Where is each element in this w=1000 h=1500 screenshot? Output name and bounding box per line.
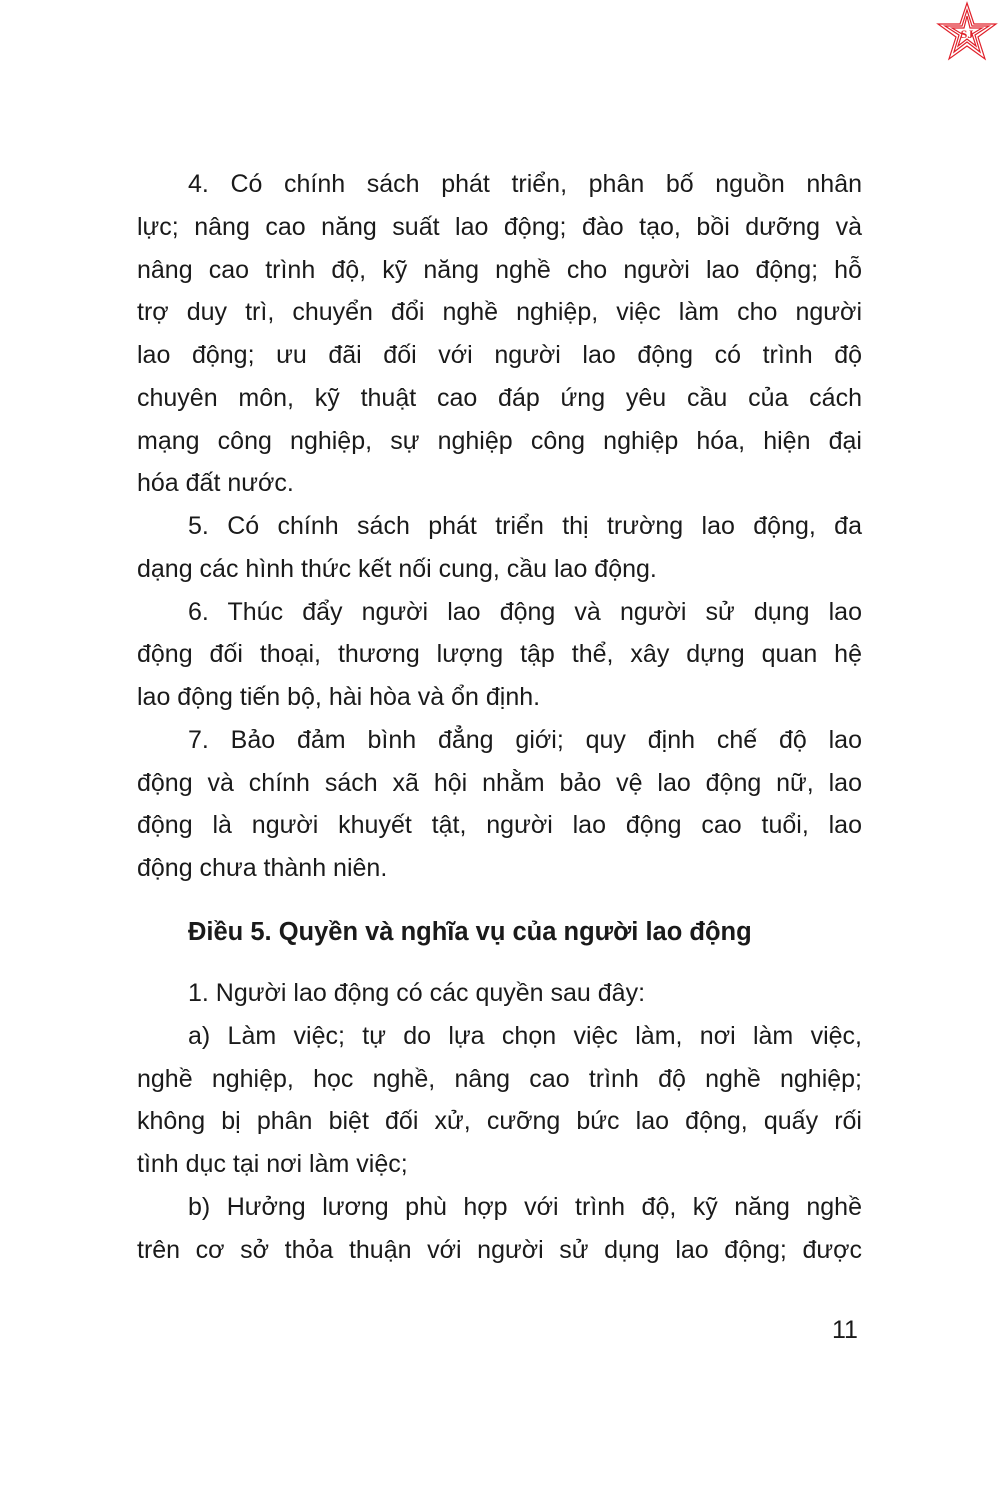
text-line: b) Hưởng lương phù hợp với trình độ, kỹ năng nghề <box>188 1192 862 1221</box>
text-line: lực; nâng cao năng suất lao động; đào tạo, bồi dưỡng và <box>137 212 862 241</box>
text-line: 6. Thúc đẩy người lao động và người sử dụng lao <box>188 597 862 626</box>
text-line: trên cơ sở thỏa thuận với người sử dụng lao động; được <box>137 1235 862 1264</box>
body-text-section-2 <box>137 972 862 1271</box>
text-line: tình dục tại nơi làm việc; <box>137 1150 408 1178</box>
text-line: động đối thoại, thương lượng tập thể, xây dựng quan hệ <box>137 640 862 669</box>
text-line: mạng công nghiệp, sự nghiệp công nghiệp hóa, hiện đại <box>137 426 862 455</box>
article-heading: Điều 5. Quyền và nghĩa vụ của người lao động <box>188 918 752 946</box>
text-line: lao động tiến bộ, hài hòa và ổn định. <box>137 683 541 711</box>
text-line: trợ duy trì, chuyển đổi nghề nghiệp, việc làm cho người <box>137 298 862 327</box>
text-line: a) Làm việc; tự do lựa chọn việc làm, nơi làm việc, <box>188 1021 862 1050</box>
page-number: 11 <box>832 1316 858 1344</box>
publisher-logo <box>934 0 1000 64</box>
text-line: lao động; ưu đãi đối với người lao động có trình độ <box>137 341 862 369</box>
text-line: động chưa thành niên. <box>137 854 388 882</box>
text-line: dạng các hình thức kết nối cung, cầu lao động. <box>137 554 657 583</box>
body-text-section-1 <box>137 163 862 890</box>
text-line: hóa đất nước. <box>137 469 294 498</box>
text-line: 4. Có chính sách phát triển, phân bố nguồn nhân <box>188 170 862 198</box>
text-line: 1. Người lao động có các quyền sau đây: <box>188 979 646 1007</box>
text-line: động là người khuyết tật, người lao động cao tuổi, lao <box>137 811 862 840</box>
text-line: động và chính sách xã hội nhằm bảo vệ lao động nữ, lao <box>137 768 862 797</box>
text-line: nghề nghiệp, học nghề, nâng cao trình độ nghề nghiệp; <box>137 1064 862 1093</box>
text-line: nâng cao trình độ, kỹ năng nghề cho người lao động; hỗ <box>137 255 862 284</box>
svg-text:SJ: SJ <box>960 27 974 41</box>
text-line: không bị phân biệt đối xử, cưỡng bức lao động, quấy rối <box>137 1107 862 1136</box>
text-line: 5. Có chính sách phát triển thị trường lao động, đa <box>188 512 862 540</box>
text-line: chuyên môn, kỹ thuật cao đáp ứng yêu cầu của cách <box>137 383 862 412</box>
text-line: 7. Bảo đảm bình đẳng giới; quy định chế độ lao <box>188 725 862 754</box>
